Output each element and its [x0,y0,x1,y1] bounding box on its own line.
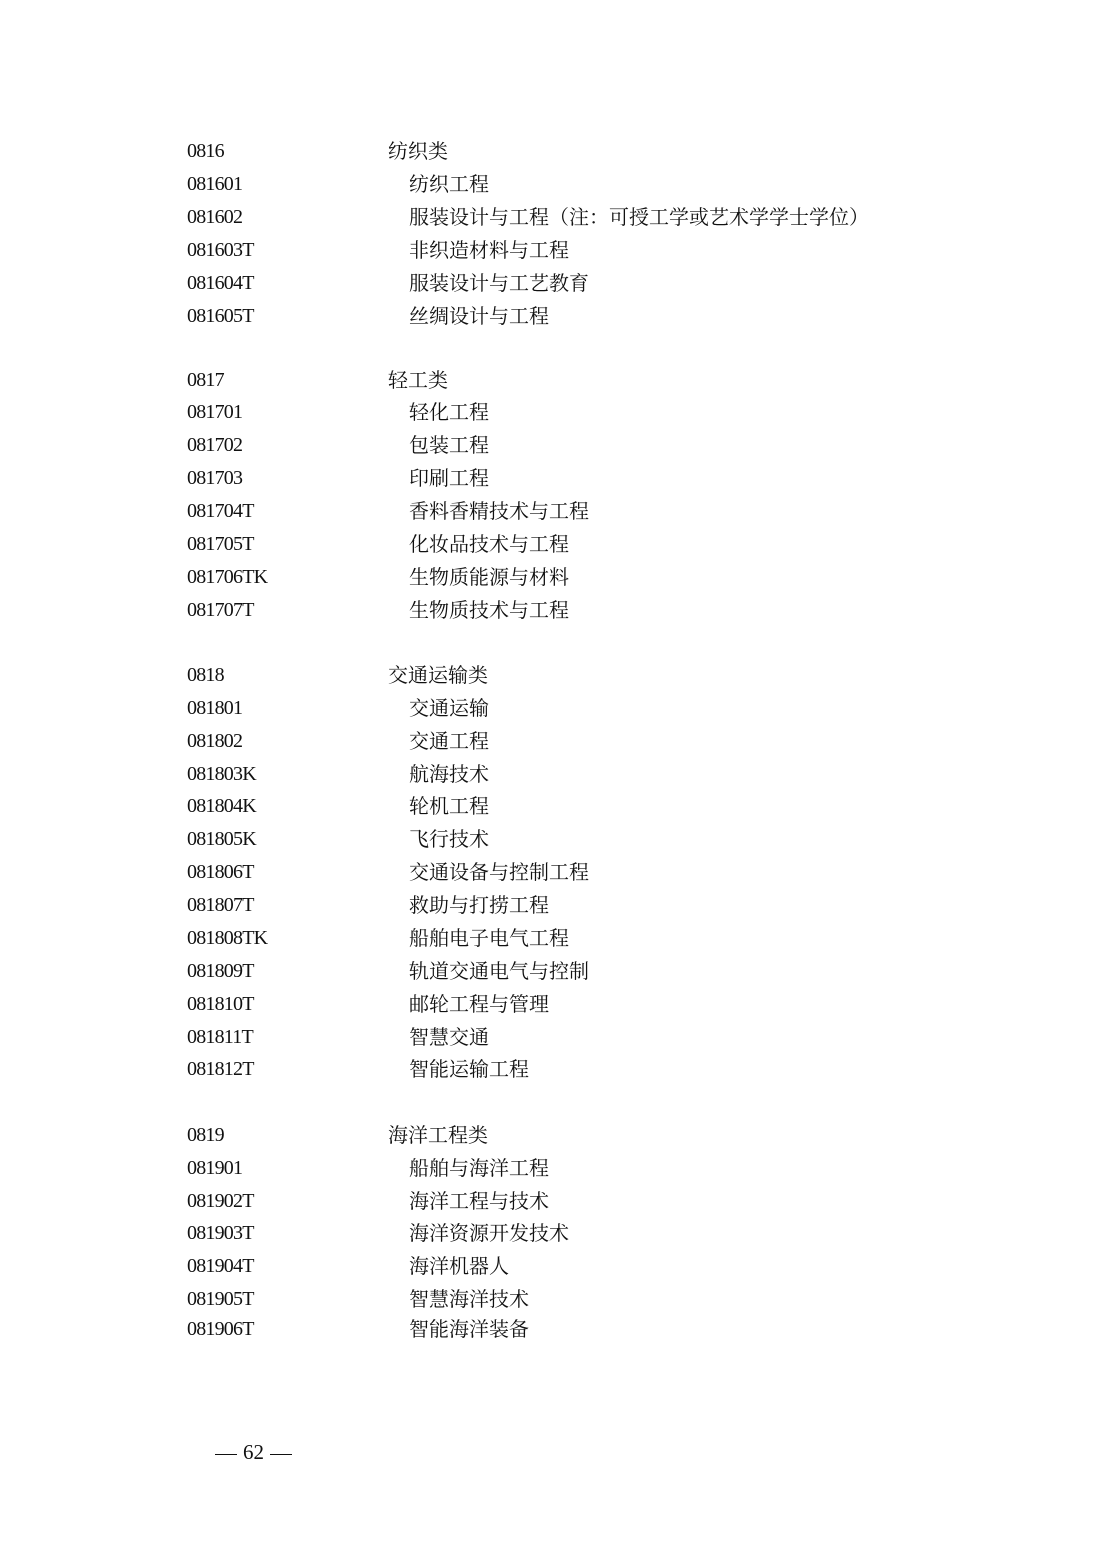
major-code: 081801 [187,697,243,719]
major-row [0,923,1102,953]
category-code: 0816 [187,140,224,162]
major-name: 交通运输 [409,696,489,720]
major-name: 轻化工程 [409,400,489,424]
major-row [0,595,1102,625]
major-row [0,1314,1102,1344]
major-name: 邮轮工程与管理 [409,992,549,1016]
major-code: 081807T [187,894,254,916]
major-row [0,726,1102,756]
major-name: 包装工程 [409,433,489,457]
category-code: 0818 [187,664,224,686]
major-row [0,463,1102,493]
major-name: 航海技术 [409,762,489,786]
major-code: 081811T [187,1026,253,1048]
major-code: 081705T [187,533,254,555]
major-name: 智慧交通 [409,1025,489,1049]
category-name: 交通运输类 [388,663,488,687]
category-row [0,1120,1102,1150]
major-row [0,562,1102,592]
major-name: 智能运输工程 [409,1057,529,1081]
category-name: 轻工类 [388,368,448,392]
major-name: 非织造材料与工程 [409,238,569,262]
major-name: 救助与打捞工程 [409,893,549,917]
major-row [0,693,1102,723]
major-code: 081809T [187,960,254,982]
major-row [0,1153,1102,1183]
category-code: 0817 [187,369,224,391]
major-row [0,1251,1102,1281]
major-code: 081901 [187,1157,243,1179]
category-name: 海洋工程类 [388,1123,488,1147]
major-code: 081904T [187,1255,254,1277]
major-row [0,1054,1102,1084]
major-code: 081905T [187,1288,254,1310]
major-row [0,956,1102,986]
major-row [0,759,1102,789]
major-name: 轮机工程 [409,794,489,818]
major-name: 生物质技术与工程 [409,598,569,622]
em-dash-right [270,1454,292,1455]
category-name: 纺织类 [388,139,448,163]
major-row [0,496,1102,526]
major-name: 香料香精技术与工程 [409,499,589,523]
major-code: 081903T [187,1222,254,1244]
major-code: 081702 [187,434,243,456]
major-name: 飞行技术 [409,827,489,851]
major-name: 印刷工程 [409,466,489,490]
category-code: 0819 [187,1124,224,1146]
major-code: 081701 [187,401,243,423]
major-name: 智慧海洋技术 [409,1287,529,1311]
major-code: 081707T [187,599,254,621]
major-name: 服装设计与工艺教育 [409,271,589,295]
major-row [0,1186,1102,1216]
category-row [0,365,1102,395]
major-code: 081706TK [187,566,268,588]
major-row [0,301,1102,331]
major-code: 081605T [187,305,254,327]
major-name: 海洋资源开发技术 [409,1221,569,1245]
major-row [0,1022,1102,1052]
page-number-footer [209,1437,298,1467]
major-code: 081812T [187,1058,254,1080]
major-code: 081906T [187,1318,254,1340]
major-code: 081803K [187,763,256,785]
major-code: 081604T [187,272,254,294]
major-row [0,1218,1102,1248]
major-row [0,791,1102,821]
major-row [0,235,1102,265]
major-name: 交通工程 [409,729,489,753]
major-name: 化妆品技术与工程 [409,532,569,556]
major-row [0,1284,1102,1314]
major-row [0,202,1102,232]
major-row [0,824,1102,854]
major-code: 081804K [187,795,256,817]
major-code: 081703 [187,467,243,489]
major-name: 海洋机器人 [409,1254,509,1278]
major-row [0,989,1102,1019]
major-row [0,890,1102,920]
major-name: 丝绸设计与工程 [409,304,549,328]
major-code: 081601 [187,173,243,195]
major-name: 交通设备与控制工程 [409,860,589,884]
major-name: 船舶电子电气工程 [409,926,569,950]
major-name: 轨道交通电气与控制 [409,959,589,983]
major-code: 081810T [187,993,254,1015]
major-code: 081602 [187,206,243,228]
major-name: 智能海洋装备 [409,1317,529,1341]
major-name: 服装设计与工程（注：可授工学或艺术学学士学位） [409,205,869,229]
major-name: 生物质能源与材料 [409,565,569,589]
major-code: 081902T [187,1190,254,1212]
major-name: 海洋工程与技术 [409,1189,549,1213]
major-row [0,268,1102,298]
em-dash-left [215,1454,237,1455]
major-row [0,857,1102,887]
major-code: 081806T [187,861,254,883]
major-code: 081603T [187,239,254,261]
major-row [0,169,1102,199]
major-name: 纺织工程 [409,172,489,196]
major-code: 081802 [187,730,243,752]
major-code: 081808TK [187,927,268,949]
major-name: 船舶与海洋工程 [409,1156,549,1180]
major-code: 081704T [187,500,254,522]
page-number: 62 [243,1440,264,1464]
major-row [0,430,1102,460]
major-row [0,397,1102,427]
major-code: 081805K [187,828,256,850]
category-row [0,660,1102,690]
major-row [0,529,1102,559]
category-row [0,136,1102,166]
